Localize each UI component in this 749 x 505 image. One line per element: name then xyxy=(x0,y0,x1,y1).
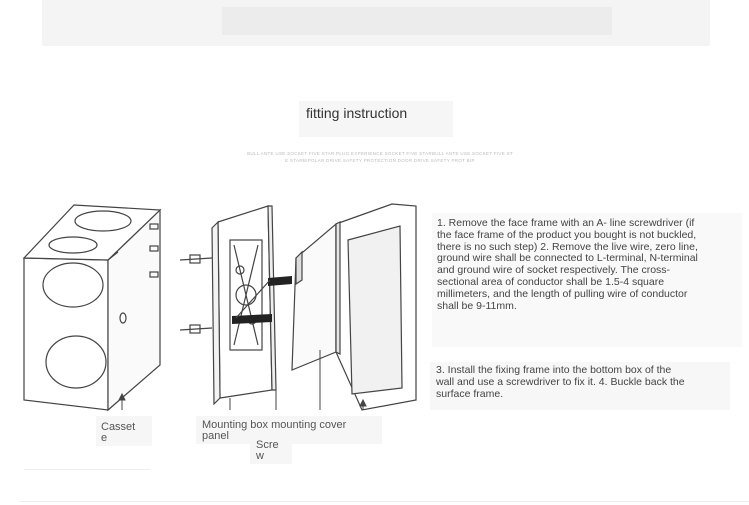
divider xyxy=(20,501,749,502)
cover-frame-drawing xyxy=(292,204,416,410)
page-title: fitting instruction xyxy=(306,105,408,121)
screw-label xyxy=(256,440,279,462)
mounting-panel-drawing xyxy=(180,206,276,404)
instruction-steps-1-2 xyxy=(437,218,698,312)
instruction-line: 1. Remove the face frame with an A- line screwdriver (if xyxy=(437,217,695,229)
instruction-line: there is no such step) 2. Remove the live wire, zero line, xyxy=(437,240,698,253)
instruction-line: shall be 9-11mm. xyxy=(437,299,517,312)
screw-label-line: w xyxy=(256,450,264,462)
instruction-steps-3-4 xyxy=(436,365,685,400)
divider xyxy=(24,469,150,470)
instruction-line: the face frame of the product you bought is not buckled, xyxy=(437,228,697,241)
instruction-line: wall and use a screwdriver to fix it. 4. Buckle back the xyxy=(436,375,685,388)
instruction-line: 3. Install the fixing frame into the bottom box of the xyxy=(436,364,672,376)
faint-caption-line-1: BULL ANTE USE SOCKET FIVE STAR PLUG EXPERIENCE SOCKET FIVE STARBULL ANTE USE SOCKET FIVE ST xyxy=(247,151,513,156)
cassette-label-line: e xyxy=(101,432,108,444)
cassette-label xyxy=(101,422,135,444)
instruction-line: surface frame. xyxy=(436,387,504,400)
faint-caption-line-2: E STARBIPOLAR DRIVE SAFETY PROTECTION DOOR DRIVE SAFETY PROT BIP xyxy=(285,158,475,163)
mounting-label-line: Mounting box mounting cover xyxy=(202,419,347,431)
instruction-line: sectional area of conductor shall be 1.5-4 square xyxy=(437,275,665,288)
screw-label-line: Scre xyxy=(256,439,279,451)
instruction-line: ground wire shall be connected to L-terminal, N-terminal xyxy=(437,252,698,265)
instruction-line: millimeters, and the length of pulling wire of conductor xyxy=(437,287,688,300)
mounting-label-line: panel xyxy=(202,430,229,442)
instruction-line: and ground wire of socket respectively. The cross- xyxy=(437,264,671,277)
cassette-box-drawing xyxy=(24,205,160,410)
cassette-label-line: Casset xyxy=(101,421,136,433)
